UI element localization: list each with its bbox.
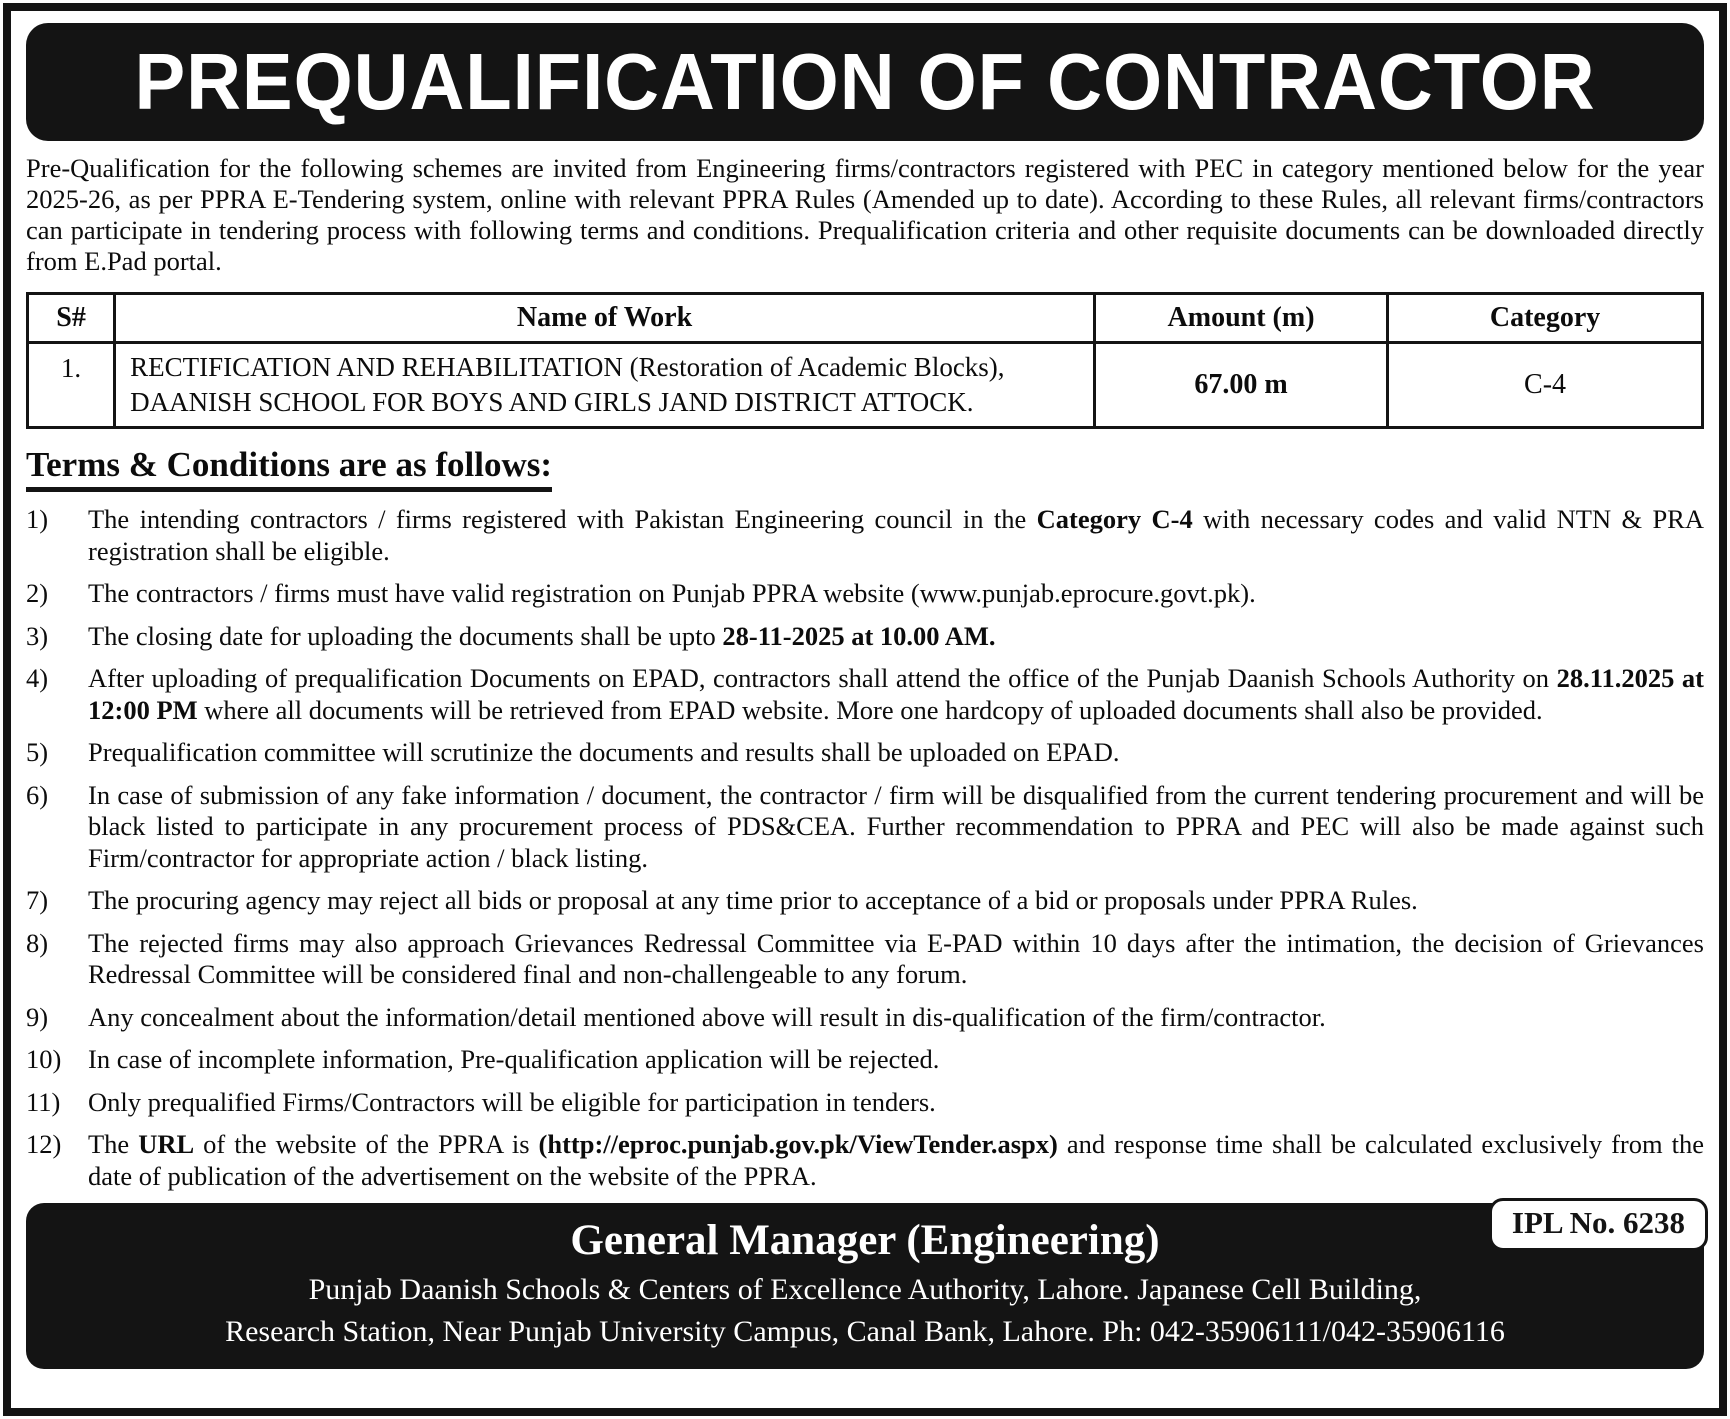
term-item [26, 1002, 1704, 1034]
term-item [26, 504, 1704, 567]
authority-address-line-1: Punjab Daanish Schools & Centers of Excellence Authority, Lahore. Japanese Cell Building, [308, 1273, 1422, 1306]
schemes-table [26, 292, 1704, 429]
term-text: Prequalification committee will scrutinize the documents and results shall be uploaded on EPAD. [88, 737, 1120, 767]
intro-paragraph: Pre-Qualification for the following schemes are invited from Engineering firms/contractors registered with PEC in category mentioned below for the year 2025-26, as per PPRA E-Tendering system, online with relevant PPRA Rules (Amended up to date). According to these Rules, all relevant firms/contractors can participate in tendering process with following terms and conditions. Prequalification criteria and other requisite documents can be downloaded directly from E.Pad portal. [26, 153, 1704, 276]
column-header-sno: S# [28, 294, 115, 343]
term-number: 8) [26, 927, 49, 958]
cell-name-of-work [115, 343, 1095, 428]
column-header-amount: Amount (m) [1094, 294, 1387, 343]
term-item [26, 1044, 1704, 1076]
term-number: 6) [26, 779, 49, 810]
term-number: 7) [26, 885, 49, 915]
term-text: In case of incomplete information, Pre-qualification application will be rejected. [88, 1044, 940, 1074]
term-text: The URL of the website of the PPRA is (http://eproc.punjab.gov.pk/ViewTender.aspx) and response time shall be calculated exclusively from the date of publication of the advertisement on the website of the PPRA. [88, 1129, 1704, 1191]
term-number: 9) [26, 1001, 49, 1032]
term-number: 2) [26, 578, 49, 608]
term-item [26, 1087, 1704, 1119]
terms-list [26, 504, 1704, 1192]
term-item [26, 621, 1704, 653]
term-number: 10) [26, 1044, 62, 1074]
cell-amount: 67.00 m [1094, 343, 1387, 428]
term-text: The closing date for uploading the documents shall be upto 28-11-2025 at 10.00 AM. [88, 620, 996, 651]
term-number: 11) [26, 1086, 61, 1117]
term-item [26, 780, 1704, 875]
signature-box [26, 1203, 1704, 1369]
table-row [28, 343, 1703, 428]
term-text: The procuring agency may reject all bids or proposal at any time prior to acceptance of a bid or proposals under PPRA Rules. [88, 885, 1418, 915]
title-banner [26, 23, 1704, 141]
term-text: In case of submission of any fake information / document, the contractor / firm will be disqualified from the current tendering procurement and will be black listed to participate in any procurement process of PDS&CEA. Further recommendation to PPRA and PEC will also be made against such Firm/contractor for appropriate action / black listing. [88, 779, 1704, 873]
term-item [26, 578, 1704, 610]
column-header-name-of-work: Name of Work [115, 294, 1095, 343]
term-number: 3) [26, 620, 49, 651]
tender-advertisement [3, 3, 1727, 1416]
term-text: After uploading of prequalification Documents on EPAD, contractors shall attend the office of the Punjab Daanish Schools Authority on 28.11.2025 at 12:00 PM where all documents will be retrieved from EPAD website. More one hardcopy of uploaded documents shall also be provided. [88, 663, 1704, 725]
term-text: The rejected firms may also approach Grievances Redressal Committee via E-PAD within 10 days after the intimation, the decision of Grievances Redressal Committee will be considered final and non-challengeable to any forum. [88, 927, 1704, 989]
term-text: The intending contractors / firms registered with Pakistan Engineering council in the Category C-4 with necessary codes and valid NTN & PRA registration shall be eligible. [88, 504, 1704, 566]
term-number: 5) [26, 737, 49, 767]
terms-heading: Terms & Conditions are as follows: [26, 445, 1704, 492]
term-number: 4) [26, 663, 49, 693]
term-item [26, 885, 1704, 917]
term-item [26, 1129, 1704, 1192]
term-number: 12) [26, 1129, 62, 1159]
cell-serial-number: 1. [28, 343, 115, 428]
authority-address-line-2: Research Station, Near Punjab University Campus, Canal Bank, Lahore. Ph: 042-35906111/042-35906116 [225, 1315, 1505, 1348]
term-item [26, 737, 1704, 769]
work-line-2: DAANISH SCHOOL FOR BOYS AND GIRLS JAND DISTRICT ATTOCK. [130, 387, 974, 417]
work-line-1: RECTIFICATION AND REHABILITATION (Restoration of Academic Blocks), [130, 352, 1005, 382]
ipl-number-badge: IPL No. 6238 [1489, 1198, 1708, 1251]
column-header-category: Category [1388, 294, 1703, 343]
signatory-title: General Manager (Engineering) [570, 1217, 1160, 1264]
cell-category: C-4 [1388, 343, 1703, 428]
table-header-row [28, 294, 1703, 343]
term-item [26, 663, 1704, 726]
term-text: Any concealment about the information/detail mentioned above will result in dis-qualification of the firm/contractor. [88, 1001, 1326, 1032]
term-item [26, 928, 1704, 991]
term-text: Only prequalified Firms/Contractors will be eligible for participation in tenders. [88, 1086, 936, 1117]
page-title: PREQUALIFICATION OF CONTRACTOR [134, 37, 1596, 126]
term-text: The contractors / firms must have valid registration on Punjab PPRA website (www.punjab.eprocure.govt.pk). [88, 578, 1256, 608]
term-number: 1) [26, 504, 49, 534]
